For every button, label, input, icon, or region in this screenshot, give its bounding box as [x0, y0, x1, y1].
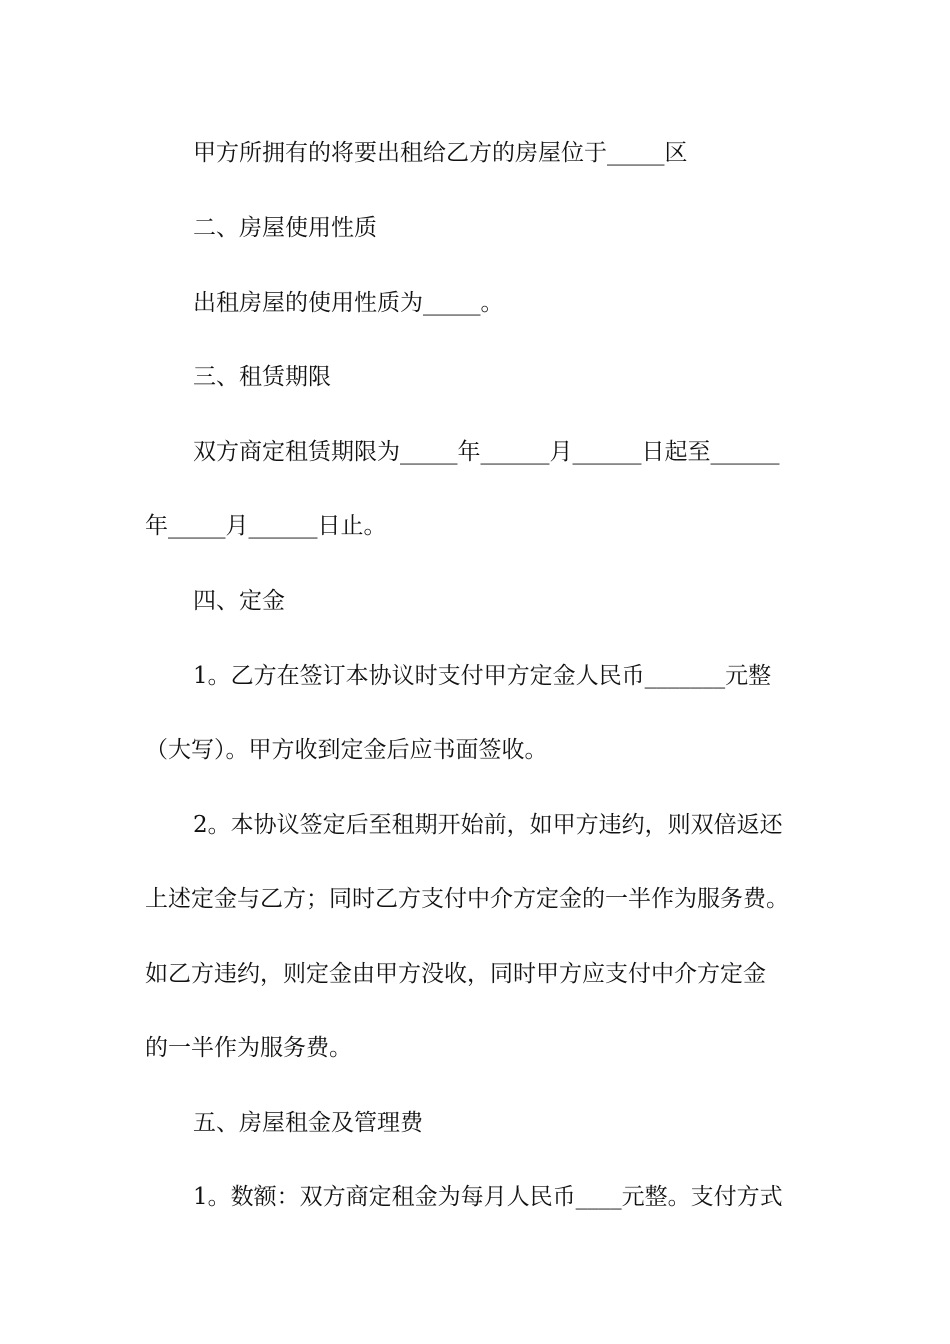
paragraph-deposit-2-line-1: 2。本协议签定后至租期开始前，如甲方违约，则双倍返还	[193, 812, 783, 838]
paragraph-term-line-2: 年_____月______日止。	[145, 513, 387, 539]
paragraph-deposit-1-line-2: （大写）。甲方收到定金后应书面签收。	[145, 737, 548, 763]
paragraph-deposit-1-line-1: 1。乙方在签订本协议时支付甲方定金人民币_______元整	[193, 663, 772, 689]
paragraph-location: 甲方所拥有的将要出租给乙方的房屋位于_____区	[193, 140, 688, 166]
paragraph-rent-1: 1。数额：双方商定租金为每月人民币____元整。支付方式	[193, 1184, 783, 1210]
section-heading-4: 四、定金	[193, 588, 285, 614]
paragraph-usage: 出租房屋的使用性质为_____。	[193, 290, 504, 316]
section-heading-3: 三、租赁期限	[193, 364, 331, 390]
paragraph-deposit-2-line-4: 的一半作为服务费。	[145, 1035, 352, 1061]
paragraph-term-line-1: 双方商定租赁期限为_____年______月______日起至______	[193, 439, 780, 465]
paragraph-deposit-2-line-2: 上述定金与乙方；同时乙方支付中介方定金的一半作为服务费。	[145, 886, 789, 912]
section-heading-2: 二、房屋使用性质	[193, 215, 377, 241]
section-heading-5: 五、房屋租金及管理费	[193, 1110, 423, 1136]
paragraph-deposit-2-line-3: 如乙方违约，则定金由甲方没收，同时甲方应支付中介方定金	[145, 961, 766, 987]
